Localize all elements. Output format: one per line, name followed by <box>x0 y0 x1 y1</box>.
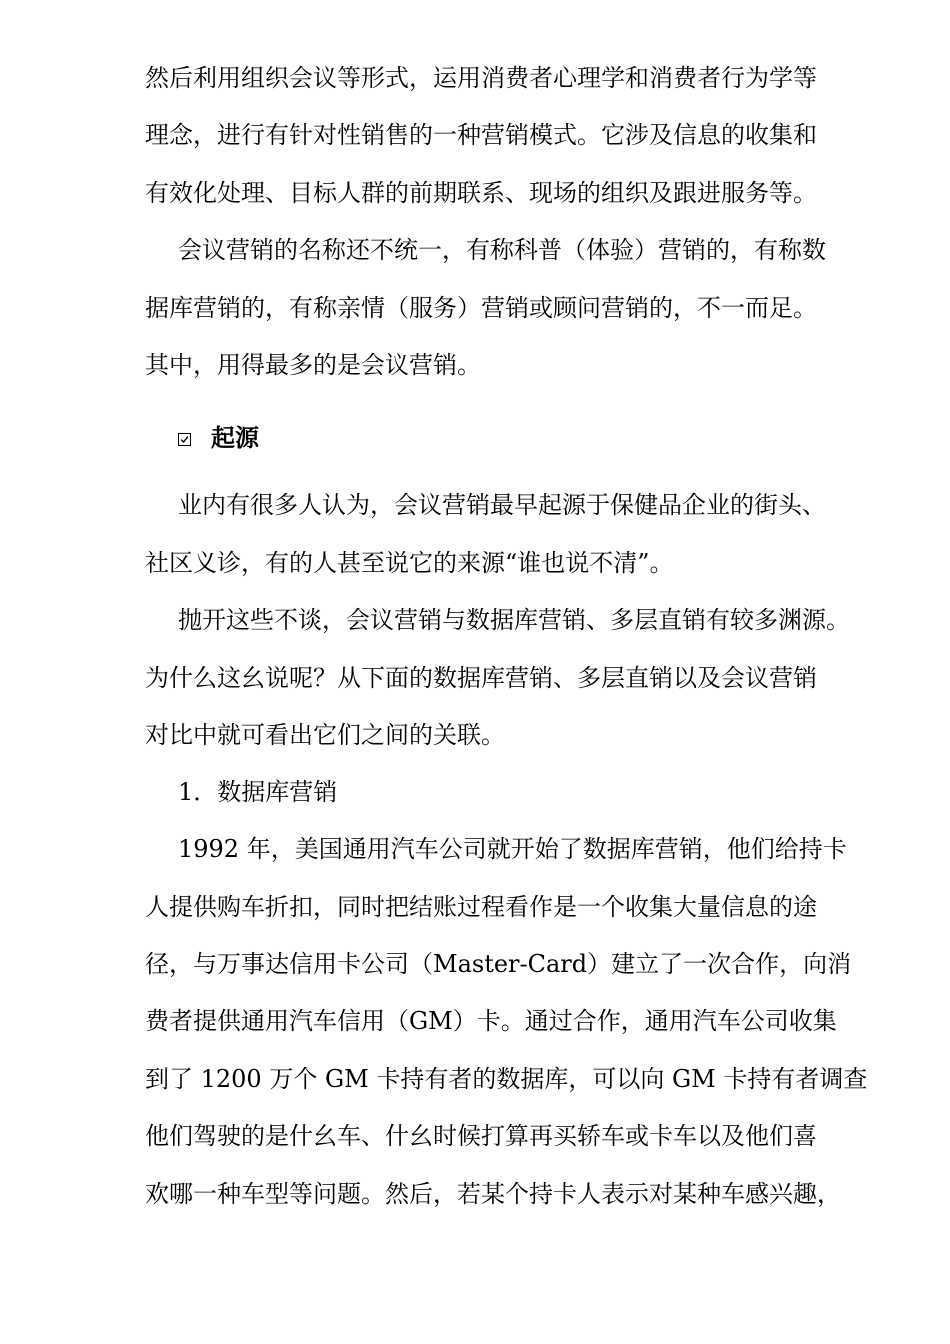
paragraph-1-line-3: 有效化处理、目标人群的前期联系、现场的组织及跟进服务等。 <box>145 179 817 207</box>
paragraph-4-line-1: 抛开这些不谈，会议营销与数据库营销、多层直销有较多渊源。 <box>178 606 850 634</box>
paragraph-5-line-3: 径，与万事达信用卡公司（Master-Card）建立了一次合作，向消 <box>145 950 852 978</box>
paragraph-2-line-2: 据库营销的，有称亲情（服务）营销或顾问营销的，不一而足。 <box>145 294 817 322</box>
paragraph-5-line-7: 欢哪一种车型等问题。然后，若某个持卡人表示对某种车感兴趣， <box>145 1180 841 1208</box>
paragraph-5-line-2: 人提供购车折扣，同时把结账过程看作是一个收集大量信息的途 <box>145 893 817 921</box>
list-item-database-marketing: 1．数据库营销 <box>178 778 338 806</box>
section-heading <box>178 423 259 453</box>
paragraph-3-line-1: 业内有很多人认为，会议营销最早起源于保健品企业的街头、 <box>178 491 826 519</box>
paragraph-1-line-1: 然后利用组织会议等形式，运用消费者心理学和消费者行为学等 <box>145 64 817 92</box>
paragraph-4-line-3: 对比中就可看出它们之间的关联。 <box>145 721 505 749</box>
paragraph-2-line-3: 其中，用得最多的是会议营销。 <box>145 351 481 379</box>
paragraph-3-line-2: 社区义诊，有的人甚至说它的来源“谁也说不清”。 <box>145 549 674 577</box>
paragraph-5-line-5: 到了 1200 万个 GM 卡持有者的数据库，可以向 GM 卡持有者调查 <box>145 1065 868 1093</box>
paragraph-5-line-1: 1992 年，美国通用汽车公司就开始了数据库营销，他们给持卡 <box>178 835 847 863</box>
paragraph-1-line-2: 理念，进行有针对性销售的一种营销模式。它涉及信息的收集和 <box>145 121 817 149</box>
paragraph-5-line-4: 费者提供通用汽车信用（GM）卡。通过合作，通用汽车公司收集 <box>145 1007 837 1035</box>
checkbox-icon <box>178 433 191 446</box>
paragraph-5-line-6: 他们驾驶的是什幺车、什幺时候打算再买轿车或卡车以及他们喜 <box>145 1122 817 1150</box>
paragraph-4-line-2: 为什么这幺说呢？从下面的数据库营销、多层直销以及会议营销 <box>145 664 817 692</box>
paragraph-2-line-1: 会议营销的名称还不统一，有称科普（体验）营销的，有称数 <box>178 236 826 264</box>
section-heading-text: 起源 <box>211 424 259 452</box>
